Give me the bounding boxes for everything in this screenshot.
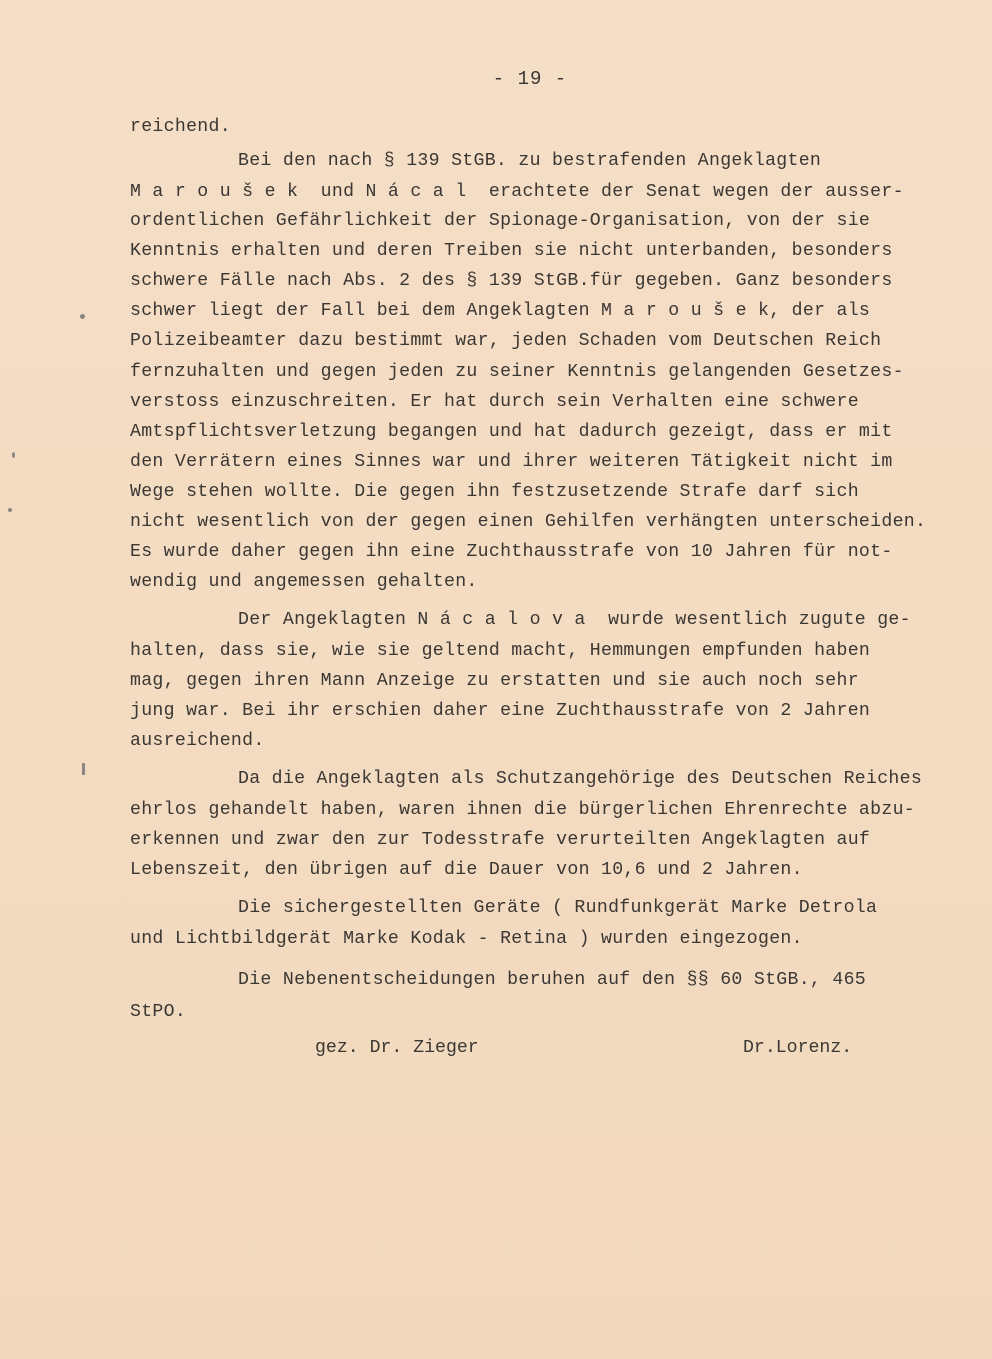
text-line: Die Nebenentscheidungen beruhen auf den §§ 60 StGB., 465 [238, 970, 866, 990]
text-line: schwere Fälle nach Abs. 2 des § 139 StGB.für gegeben. Ganz besonders [130, 271, 893, 291]
text-line: verstoss einzuschreiten. Er hat durch sein Verhalten eine schwere [130, 392, 859, 412]
text-line: Es wurde daher gegen ihn eine Zuchthausstrafe von 10 Jahren für not- [130, 542, 893, 562]
text-line: Wege stehen wollte. Die gegen ihn festzusetzende Strafe darf sich [130, 482, 859, 502]
paper-speck [82, 763, 85, 775]
text-line: Lebenszeit, den übrigen auf die Dauer von 10,6 und 2 Jahren. [130, 860, 803, 880]
paper-speck [12, 452, 15, 458]
text-line: den Verrätern eines Sinnes war und ihrer weiteren Tätigkeit nicht im [130, 452, 893, 472]
text-line: erkennen und zwar den zur Todesstrafe verurteilten Angeklagten auf [130, 830, 871, 850]
text-line: Bei den nach § 139 StGB. zu bestrafenden Angeklagten [238, 151, 822, 171]
text-line: StPO. [130, 1002, 187, 1022]
text-line: wendig und angemessen gehalten. [130, 572, 478, 592]
signature-zieger: gez. Dr. Zieger [315, 1038, 479, 1058]
text-line: reichend. [130, 117, 231, 137]
paper-speck [80, 314, 85, 319]
text-line: Polizeibeamter dazu bestimmt war, jeden Schaden vom Deutschen Reich [130, 331, 882, 351]
text-line: Die sichergestellten Geräte ( Rundfunkgerät Marke Detrola [238, 898, 878, 918]
text-line: schwer liegt der Fall bei dem Angeklagten M a r o u š e k, der als [130, 301, 871, 321]
text-line: ehrlos gehandelt haben, waren ihnen die bürgerlichen Ehrenrechte abzu- [130, 800, 915, 820]
text-line: nicht wesentlich von der gegen einen Gehilfen verhängten unterscheiden. [130, 512, 927, 532]
text-line: ausreichend. [130, 731, 265, 751]
text-line: fernzuhalten und gegen jeden zu seiner Kenntnis gelangenden Gesetzes- [130, 362, 904, 382]
text-line: Da die Angeklagten als Schutzangehörige des Deutschen Reiches [238, 769, 923, 789]
text-line: und Lichtbildgerät Marke Kodak - Retina ) wurden eingezogen. [130, 929, 803, 949]
text-line: Der Angeklagten N á c a l o v a wurde wesentlich zugute ge- [238, 610, 911, 630]
paper-speck [8, 508, 12, 512]
text-line: M a r o u š e k und N á c a l erachtete der Senat wegen der ausser- [130, 182, 904, 202]
text-line: jung war. Bei ihr erschien daher eine Zuchthausstrafe von 2 Jahren [130, 701, 871, 721]
page-number: - 19 - [492, 68, 568, 90]
text-line: Amtspflichtsverletzung begangen und hat dadurch gezeigt, dass er mit [130, 422, 893, 442]
text-line: Kenntnis erhalten und deren Treiben sie nicht unterbanden, besonders [130, 241, 893, 261]
signature-lorenz: Dr.Lorenz. [743, 1038, 853, 1058]
text-line: halten, dass sie, wie sie geltend macht, Hemmungen empfunden haben [130, 641, 871, 661]
text-line: mag, gegen ihren Mann Anzeige zu erstatten und sie auch noch sehr [130, 671, 859, 691]
text-line: ordentlichen Gefährlichkeit der Spionage-Organisation, von der sie [130, 211, 871, 231]
